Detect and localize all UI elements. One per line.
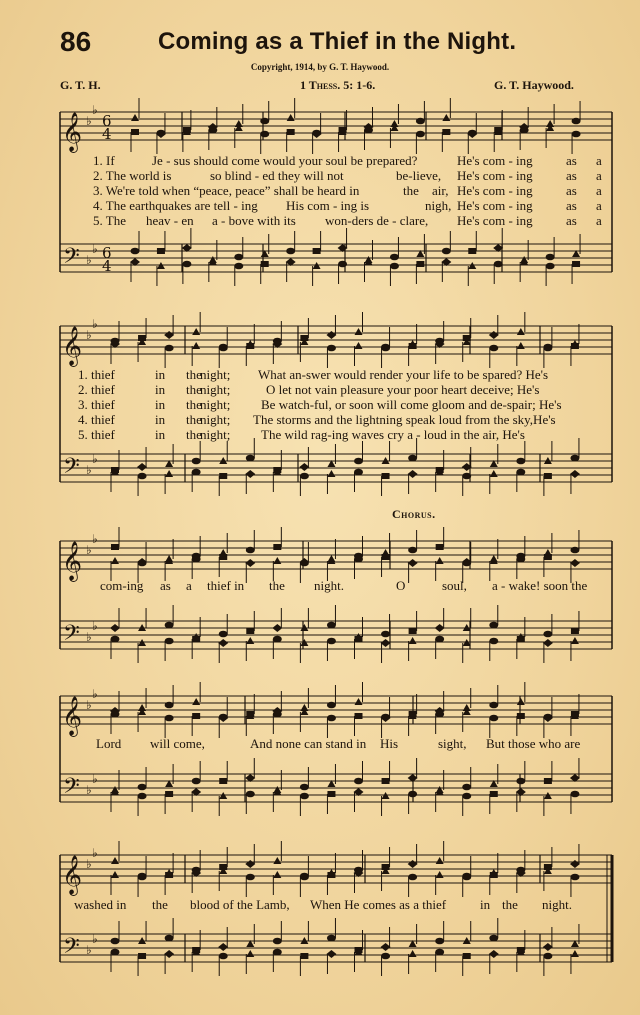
note-head bbox=[409, 950, 417, 957]
bass-clef-icon: 𝄢 bbox=[63, 774, 80, 804]
verse1-line2-d: night; bbox=[200, 367, 231, 382]
verse3-line2-e: Be watch-ful, or soon will come gloom and de-spair; He's bbox=[261, 397, 562, 412]
note-head bbox=[219, 631, 228, 638]
note-head bbox=[287, 129, 295, 135]
note-head bbox=[165, 345, 174, 352]
note-head bbox=[273, 857, 281, 864]
note-head bbox=[382, 778, 390, 784]
note-head bbox=[138, 793, 147, 800]
chorus-lyric-12: And none can stand in bbox=[250, 736, 367, 751]
chorus-lyric-20: in bbox=[480, 897, 491, 912]
note-head bbox=[111, 711, 120, 718]
note-head bbox=[490, 791, 498, 797]
bass-clef-icon: 𝄢 bbox=[63, 244, 80, 274]
chorus-lyric-11: will come, bbox=[150, 736, 205, 751]
note-head bbox=[570, 547, 579, 554]
copyright-line: Copyright, 1914, by G. T. Haywood. bbox=[250, 62, 390, 72]
note-head bbox=[111, 949, 120, 956]
note-head bbox=[273, 544, 281, 550]
note-head bbox=[544, 554, 552, 560]
verse4-line2-b: in bbox=[155, 412, 166, 427]
note-head bbox=[111, 636, 120, 643]
verse4-line2-a: 4. thief bbox=[78, 412, 115, 427]
note-head bbox=[382, 473, 390, 479]
note-head bbox=[462, 560, 471, 567]
note-head bbox=[131, 114, 139, 121]
note-head bbox=[165, 791, 173, 797]
note-head bbox=[570, 455, 579, 462]
verse5-line1-e: He's com - ing bbox=[457, 213, 533, 228]
note-head bbox=[273, 557, 281, 564]
chorus-lyric-16: washed in bbox=[74, 897, 127, 912]
note-head bbox=[390, 263, 399, 270]
hymn-title: Coming as a Thief in the Night. bbox=[158, 28, 517, 55]
verse4-line1-d: He's com - ing bbox=[457, 198, 533, 213]
verse3-line1-d: He's com - ing bbox=[457, 183, 533, 198]
note-head bbox=[192, 469, 201, 476]
verse5-line1-c: a - bove with its bbox=[212, 213, 296, 228]
verse2-line1-b: so blind - ed they will not bbox=[210, 168, 344, 183]
note-head bbox=[138, 874, 147, 881]
note-head bbox=[408, 874, 417, 881]
note-head bbox=[165, 470, 173, 477]
note-head bbox=[192, 698, 200, 705]
verse1-line1-b: Je - sus should come would your soul be prepared? bbox=[152, 153, 418, 168]
flat-icon: ♭ bbox=[86, 630, 92, 644]
flat-icon: ♭ bbox=[92, 932, 98, 946]
note-head bbox=[354, 469, 363, 476]
note-head bbox=[490, 872, 498, 878]
note-head bbox=[111, 857, 119, 864]
note-head bbox=[436, 544, 444, 550]
note-head bbox=[261, 261, 269, 267]
note-head bbox=[182, 261, 191, 268]
verse2-line1-c: be-lieve, bbox=[396, 168, 442, 183]
note-head bbox=[246, 874, 255, 881]
note-head bbox=[390, 254, 399, 261]
verse4-line2-e: The storms and the lightning speak loud from the sky,He's bbox=[253, 412, 556, 427]
note-head bbox=[436, 557, 444, 564]
note-head bbox=[234, 263, 243, 270]
note-head bbox=[546, 254, 555, 261]
note-head bbox=[435, 949, 444, 956]
note-head bbox=[494, 261, 503, 268]
note-head bbox=[300, 953, 308, 959]
chorus-lyric-7: O bbox=[396, 578, 406, 593]
note-head bbox=[165, 935, 174, 942]
note-head bbox=[489, 638, 498, 645]
time-signature-bottom: 4 bbox=[102, 125, 112, 143]
note-head bbox=[219, 554, 227, 560]
note-head bbox=[219, 473, 227, 479]
bass-clef-icon: 𝄢 bbox=[63, 454, 80, 484]
flat-icon: ♭ bbox=[92, 532, 98, 546]
chorus-lyric-8: soul, bbox=[442, 578, 467, 593]
verse3-line1-a: 3. We're told when “peace, peace” shall be heard in bbox=[93, 183, 360, 198]
flat-icon: ♭ bbox=[86, 543, 92, 557]
note-head bbox=[543, 953, 552, 960]
note-head bbox=[381, 953, 390, 960]
flat-icon: ♭ bbox=[86, 114, 92, 128]
time-signature-bottom: 4 bbox=[102, 257, 112, 275]
composer-credit: G. T. Haywood. bbox=[494, 78, 574, 92]
verse4-line1-a: 4. The earthquakes are tell - ing bbox=[93, 198, 258, 213]
verse3-line2-b: in bbox=[155, 397, 166, 412]
note-head bbox=[516, 458, 525, 465]
note-head bbox=[327, 470, 335, 477]
verse4-line2-c: the bbox=[186, 412, 202, 427]
note-head bbox=[462, 793, 471, 800]
note-head bbox=[260, 118, 269, 125]
note-head bbox=[287, 114, 295, 121]
note-head bbox=[327, 935, 336, 942]
verse5-line1-f: as bbox=[566, 213, 577, 228]
verse3-line2-d: night; bbox=[200, 397, 231, 412]
note-head bbox=[192, 713, 200, 719]
flat-icon: ♭ bbox=[92, 846, 98, 860]
chorus-label: Chorus. bbox=[392, 507, 436, 521]
note-head bbox=[327, 715, 336, 722]
note-head bbox=[327, 702, 336, 709]
note-head bbox=[273, 871, 281, 878]
time-signature-top: 6 bbox=[102, 244, 112, 262]
note-head bbox=[436, 857, 444, 864]
note-head bbox=[544, 778, 552, 784]
verse2-line1-a: 2. The world is bbox=[93, 168, 172, 183]
note-head bbox=[435, 636, 444, 643]
note-head bbox=[286, 248, 295, 255]
flat-icon: ♭ bbox=[86, 328, 92, 342]
note-head bbox=[273, 711, 282, 718]
note-head bbox=[192, 556, 201, 563]
note-head bbox=[234, 254, 243, 261]
verse2-line2-d: night; bbox=[200, 382, 231, 397]
chorus-lyric-6: night. bbox=[314, 578, 344, 593]
note-head bbox=[571, 343, 579, 349]
note-head bbox=[300, 473, 309, 480]
note-head bbox=[219, 345, 228, 352]
note-head bbox=[354, 458, 363, 465]
chorus-lyric-2: as bbox=[160, 578, 171, 593]
note-head bbox=[208, 127, 217, 134]
note-head bbox=[520, 127, 529, 134]
treble-clef-icon: 𝄞 bbox=[62, 112, 83, 152]
chorus-lyric-3: a bbox=[186, 578, 192, 593]
treble-clef-icon: 𝄞 bbox=[62, 541, 83, 581]
verse4-line1-f: a bbox=[596, 198, 602, 213]
chorus-lyric-14: sight, bbox=[438, 736, 467, 751]
verse4-line1-e: as bbox=[566, 198, 577, 213]
note-head bbox=[436, 871, 444, 878]
verse5-line2-b: in bbox=[155, 427, 166, 442]
flat-icon: ♭ bbox=[92, 103, 98, 117]
note-head bbox=[442, 248, 451, 255]
note-head bbox=[219, 778, 227, 784]
note-head bbox=[490, 470, 498, 477]
note-head bbox=[355, 636, 363, 642]
note-head bbox=[381, 345, 390, 352]
note-head bbox=[572, 261, 580, 267]
chorus-lyric-17: the bbox=[152, 897, 168, 912]
note-head bbox=[300, 793, 309, 800]
note-head bbox=[111, 938, 120, 945]
verse1-line1-e: a bbox=[596, 153, 602, 168]
note-head bbox=[165, 702, 174, 709]
note-head bbox=[489, 622, 498, 629]
note-head bbox=[246, 343, 254, 349]
note-head bbox=[138, 953, 146, 959]
note-head bbox=[572, 131, 581, 138]
note-head bbox=[517, 713, 525, 719]
verse3-line1-f: a bbox=[596, 183, 602, 198]
verse3-line2-a: 3. thief bbox=[78, 397, 115, 412]
note-head bbox=[260, 131, 269, 138]
note-head bbox=[273, 938, 282, 945]
verse5-line2-c: the bbox=[186, 427, 202, 442]
note-head bbox=[416, 131, 425, 138]
note-head bbox=[408, 791, 417, 798]
chorus-lyric-13: His bbox=[380, 736, 399, 751]
treble-clef-icon: 𝄞 bbox=[62, 696, 83, 736]
verse3-line1-b: the bbox=[403, 183, 419, 198]
chorus-lyric-10: Lord bbox=[96, 736, 122, 751]
note-head bbox=[338, 261, 347, 268]
verse2-line1-f: a bbox=[596, 168, 602, 183]
note-head bbox=[219, 953, 228, 960]
verse1-line1-c: He's com - ing bbox=[457, 153, 533, 168]
flat-icon: ♭ bbox=[86, 783, 92, 797]
verse5-line2-e: The wild rag-ing waves cry a - loud in the air, He's bbox=[261, 427, 525, 442]
treble-clef-icon: 𝄞 bbox=[62, 855, 83, 895]
note-head bbox=[516, 469, 525, 476]
note-head bbox=[571, 628, 579, 634]
note-head bbox=[157, 248, 165, 254]
flat-icon: ♭ bbox=[86, 943, 92, 957]
verse2-line2-b: in bbox=[155, 382, 166, 397]
note-head bbox=[543, 631, 552, 638]
verse4-line2-d: night; bbox=[200, 412, 231, 427]
note-head bbox=[300, 874, 309, 881]
note-head bbox=[544, 473, 552, 479]
note-head bbox=[442, 114, 450, 121]
chorus-lyric-22: night. bbox=[542, 897, 572, 912]
verse5-line1-a: 5. The bbox=[93, 213, 126, 228]
note-head bbox=[300, 784, 309, 791]
treble-clef-icon: 𝄞 bbox=[62, 326, 83, 366]
flat-icon: ♭ bbox=[92, 452, 98, 466]
note-head bbox=[516, 778, 525, 785]
note-head bbox=[355, 698, 363, 705]
verse1-line2-e: What an-swer would render your life to be spared? He's bbox=[258, 367, 549, 382]
note-head bbox=[246, 628, 254, 634]
note-head bbox=[435, 938, 444, 945]
note-head bbox=[516, 556, 525, 563]
scripture-reference: 1 Thess. 5: 1-6. bbox=[300, 78, 376, 92]
note-head bbox=[409, 628, 417, 634]
flat-icon: ♭ bbox=[92, 619, 98, 633]
note-head bbox=[489, 935, 498, 942]
note-head bbox=[463, 953, 471, 959]
note-head bbox=[192, 778, 201, 785]
note-head bbox=[300, 560, 309, 567]
flat-icon: ♭ bbox=[92, 687, 98, 701]
note-head bbox=[468, 248, 476, 254]
verse1-line2-a: 1. thief bbox=[78, 367, 115, 382]
note-head bbox=[273, 949, 282, 956]
note-head bbox=[192, 636, 200, 642]
note-head bbox=[572, 118, 581, 125]
verse2-line2-e: O let not vain pleasure your poor heart deceive; He's bbox=[266, 382, 540, 397]
note-head bbox=[543, 345, 552, 352]
verse3-line1-e: as bbox=[566, 183, 577, 198]
note-head bbox=[571, 950, 579, 957]
hymn-number: 86 bbox=[60, 26, 92, 57]
flat-icon: ♭ bbox=[86, 253, 92, 267]
verse5-line1-d: won-ders de - clare, bbox=[325, 213, 429, 228]
note-head bbox=[246, 637, 254, 644]
note-head bbox=[246, 455, 255, 462]
lyricist-credit: G. T. H. bbox=[60, 78, 101, 92]
verse2-line2-c: the bbox=[186, 382, 202, 397]
flat-icon: ♭ bbox=[86, 463, 92, 477]
verse5-line2-a: 5. thief bbox=[78, 427, 115, 442]
flat-icon: ♭ bbox=[86, 857, 92, 871]
verse3-line2-c: the bbox=[186, 397, 202, 412]
chorus-lyric-5: the bbox=[269, 578, 285, 593]
note-head bbox=[131, 129, 139, 135]
bass-clef-icon: 𝄢 bbox=[63, 934, 80, 964]
note-head bbox=[408, 547, 417, 554]
note-head bbox=[165, 638, 174, 645]
note-head bbox=[517, 698, 525, 705]
note-head bbox=[138, 784, 147, 791]
chorus-lyric-19: When He comes as a thief bbox=[310, 897, 447, 912]
note-head bbox=[517, 342, 525, 349]
note-head bbox=[111, 871, 119, 878]
note-head bbox=[327, 638, 336, 645]
note-head bbox=[570, 874, 579, 881]
note-head bbox=[489, 715, 498, 722]
chorus-lyric-15: But those who are bbox=[486, 736, 581, 751]
note-head bbox=[571, 637, 579, 644]
note-head bbox=[364, 127, 373, 134]
note-head bbox=[131, 248, 140, 255]
note-head bbox=[111, 544, 119, 550]
chorus-lyric-4: thief in bbox=[207, 578, 245, 593]
note-head bbox=[165, 715, 174, 722]
note-head bbox=[570, 791, 579, 798]
note-head bbox=[192, 458, 201, 465]
note-head bbox=[111, 557, 119, 564]
flat-icon: ♭ bbox=[86, 698, 92, 712]
note-head bbox=[409, 637, 417, 644]
note-head bbox=[165, 872, 173, 878]
chorus-lyric-1: com-ing bbox=[100, 578, 144, 593]
chorus-lyric-21: the bbox=[502, 897, 518, 912]
note-head bbox=[408, 455, 417, 462]
note-head bbox=[192, 328, 200, 335]
verse2-line1-e: as bbox=[566, 168, 577, 183]
verse5-line1-g: a bbox=[596, 213, 602, 228]
note-head bbox=[192, 342, 200, 349]
note-head bbox=[462, 874, 471, 881]
verse3-line1-c: air, bbox=[432, 183, 449, 198]
verse1-line2-c: the bbox=[186, 367, 202, 382]
note-head bbox=[354, 778, 363, 785]
verse2-line1-d: He's com - ing bbox=[457, 168, 533, 183]
flat-icon: ♭ bbox=[92, 772, 98, 786]
note-head bbox=[382, 554, 390, 560]
note-head bbox=[489, 702, 498, 709]
note-head bbox=[354, 556, 363, 563]
note-head bbox=[327, 622, 336, 629]
note-head bbox=[327, 791, 335, 797]
bass-clef-icon: 𝄢 bbox=[63, 621, 80, 651]
note-head bbox=[138, 473, 147, 480]
note-head bbox=[517, 636, 525, 642]
note-head bbox=[381, 631, 390, 638]
note-head bbox=[416, 118, 425, 125]
verse1-line1-d: as bbox=[566, 153, 577, 168]
note-head bbox=[442, 129, 450, 135]
verse5-line1-b: heav - en bbox=[146, 213, 194, 228]
verse4-line1-b: His com - ing is bbox=[286, 198, 370, 213]
chorus-lyric-9: a - wake! soon the bbox=[492, 578, 588, 593]
time-signature-top: 6 bbox=[102, 112, 112, 130]
note-head bbox=[355, 342, 363, 349]
verse4-line1-c: nigh, bbox=[425, 198, 452, 213]
note-head bbox=[138, 560, 147, 567]
note-head bbox=[246, 547, 255, 554]
note-head bbox=[273, 636, 282, 643]
note-head bbox=[327, 345, 336, 352]
note-head bbox=[355, 713, 363, 719]
note-head bbox=[489, 345, 498, 352]
note-head bbox=[546, 263, 555, 270]
note-head bbox=[517, 328, 525, 335]
flat-icon: ♭ bbox=[92, 317, 98, 331]
note-head bbox=[313, 248, 321, 254]
verse1-line1-a: 1. If bbox=[93, 153, 115, 168]
verse1-line2-b: in bbox=[155, 367, 166, 382]
note-head bbox=[246, 950, 254, 957]
note-head bbox=[462, 473, 471, 480]
note-head bbox=[355, 328, 363, 335]
verse2-line2-a: 2. thief bbox=[78, 382, 115, 397]
note-head bbox=[416, 261, 424, 267]
note-head bbox=[327, 872, 335, 878]
note-head bbox=[246, 791, 255, 798]
chorus-lyric-18: blood of the Lamb, bbox=[190, 897, 290, 912]
note-head bbox=[409, 343, 417, 349]
flat-icon: ♭ bbox=[92, 242, 98, 256]
note-head bbox=[165, 622, 174, 629]
verse5-line2-d: night; bbox=[200, 427, 231, 442]
note-head bbox=[435, 711, 444, 718]
note-head bbox=[462, 784, 471, 791]
